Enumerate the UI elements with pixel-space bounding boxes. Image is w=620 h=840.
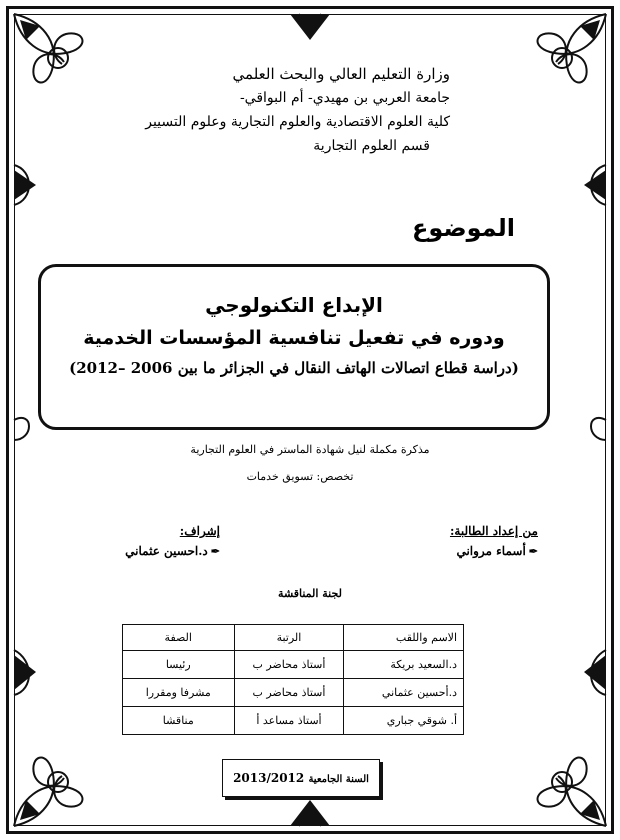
table-row — [123, 707, 464, 735]
faculty-name: كلية العلوم الاقتصادية والعلوم التجارية وعلوم التسيير — [145, 114, 450, 130]
institution-header — [130, 62, 450, 158]
subject-label: الموضوع — [412, 214, 516, 242]
column-header: الرتبة — [234, 625, 344, 651]
column-header: الاسم واللقب — [344, 625, 464, 651]
table-row — [123, 651, 464, 679]
table-cell: أستاذ مساعد أ — [234, 707, 344, 735]
pen-icon: ✒ — [210, 545, 220, 558]
supervision — [80, 524, 220, 558]
prepared-by — [450, 524, 538, 558]
student-name: أسماء مرواني — [456, 544, 526, 558]
table-header-row — [123, 625, 464, 651]
prepared-by-label: من إعداد الطالبة: — [449, 524, 538, 538]
memo-description: مذكرة مكملة لنيل شهادة الماستر في العلوم التجارية — [190, 443, 430, 456]
table-cell: مشرفا ومقررا — [123, 679, 235, 707]
jury-table — [122, 624, 464, 735]
table-cell: رئيسا — [123, 651, 235, 679]
thesis-title-box — [38, 264, 550, 430]
table-row — [123, 679, 464, 707]
academic-year-box — [222, 759, 380, 797]
table-cell: أستاذ محاضر ب — [234, 651, 344, 679]
thesis-title-line3: (دراسة قطاع اتصالات الهاتف النقال في الجزائر ما بين 2006 –2012) — [69, 359, 519, 377]
supervision-label: إشراف: — [179, 524, 220, 538]
committee-title: لجنة المناقشة — [278, 587, 342, 600]
thesis-title-line2: ودوره في تفعيل تنافسية المؤسسات الخدمية — [83, 327, 505, 349]
table-cell: د.السعيد بريكة — [344, 651, 464, 679]
table-cell: د.أحسين عثماني — [344, 679, 464, 707]
supervisor-name: د.احسين عثماني — [125, 544, 208, 558]
table-cell: أستاذ محاضر ب — [234, 679, 344, 707]
academic-year-label: السنة الجامعية — [308, 774, 369, 785]
table-cell: أ. شوقي جباري — [344, 707, 464, 735]
table-cell: مناقشا — [123, 707, 235, 735]
university-name: جامعة العربي بن مهيدي- أم البواقي- — [239, 90, 450, 106]
department-name: قسم العلوم التجارية — [313, 138, 430, 154]
ministry-name: وزارة التعليم العالي والبحث العلمي — [232, 65, 450, 83]
pen-icon: ✒ — [528, 545, 538, 558]
specialization: تخصص: تسويق خدمات — [246, 470, 354, 483]
column-header: الصفة — [123, 625, 235, 651]
academic-year-value: 2013/2012 — [233, 771, 305, 785]
thesis-title-line1: الإبداع التكنولوجي — [205, 293, 383, 317]
